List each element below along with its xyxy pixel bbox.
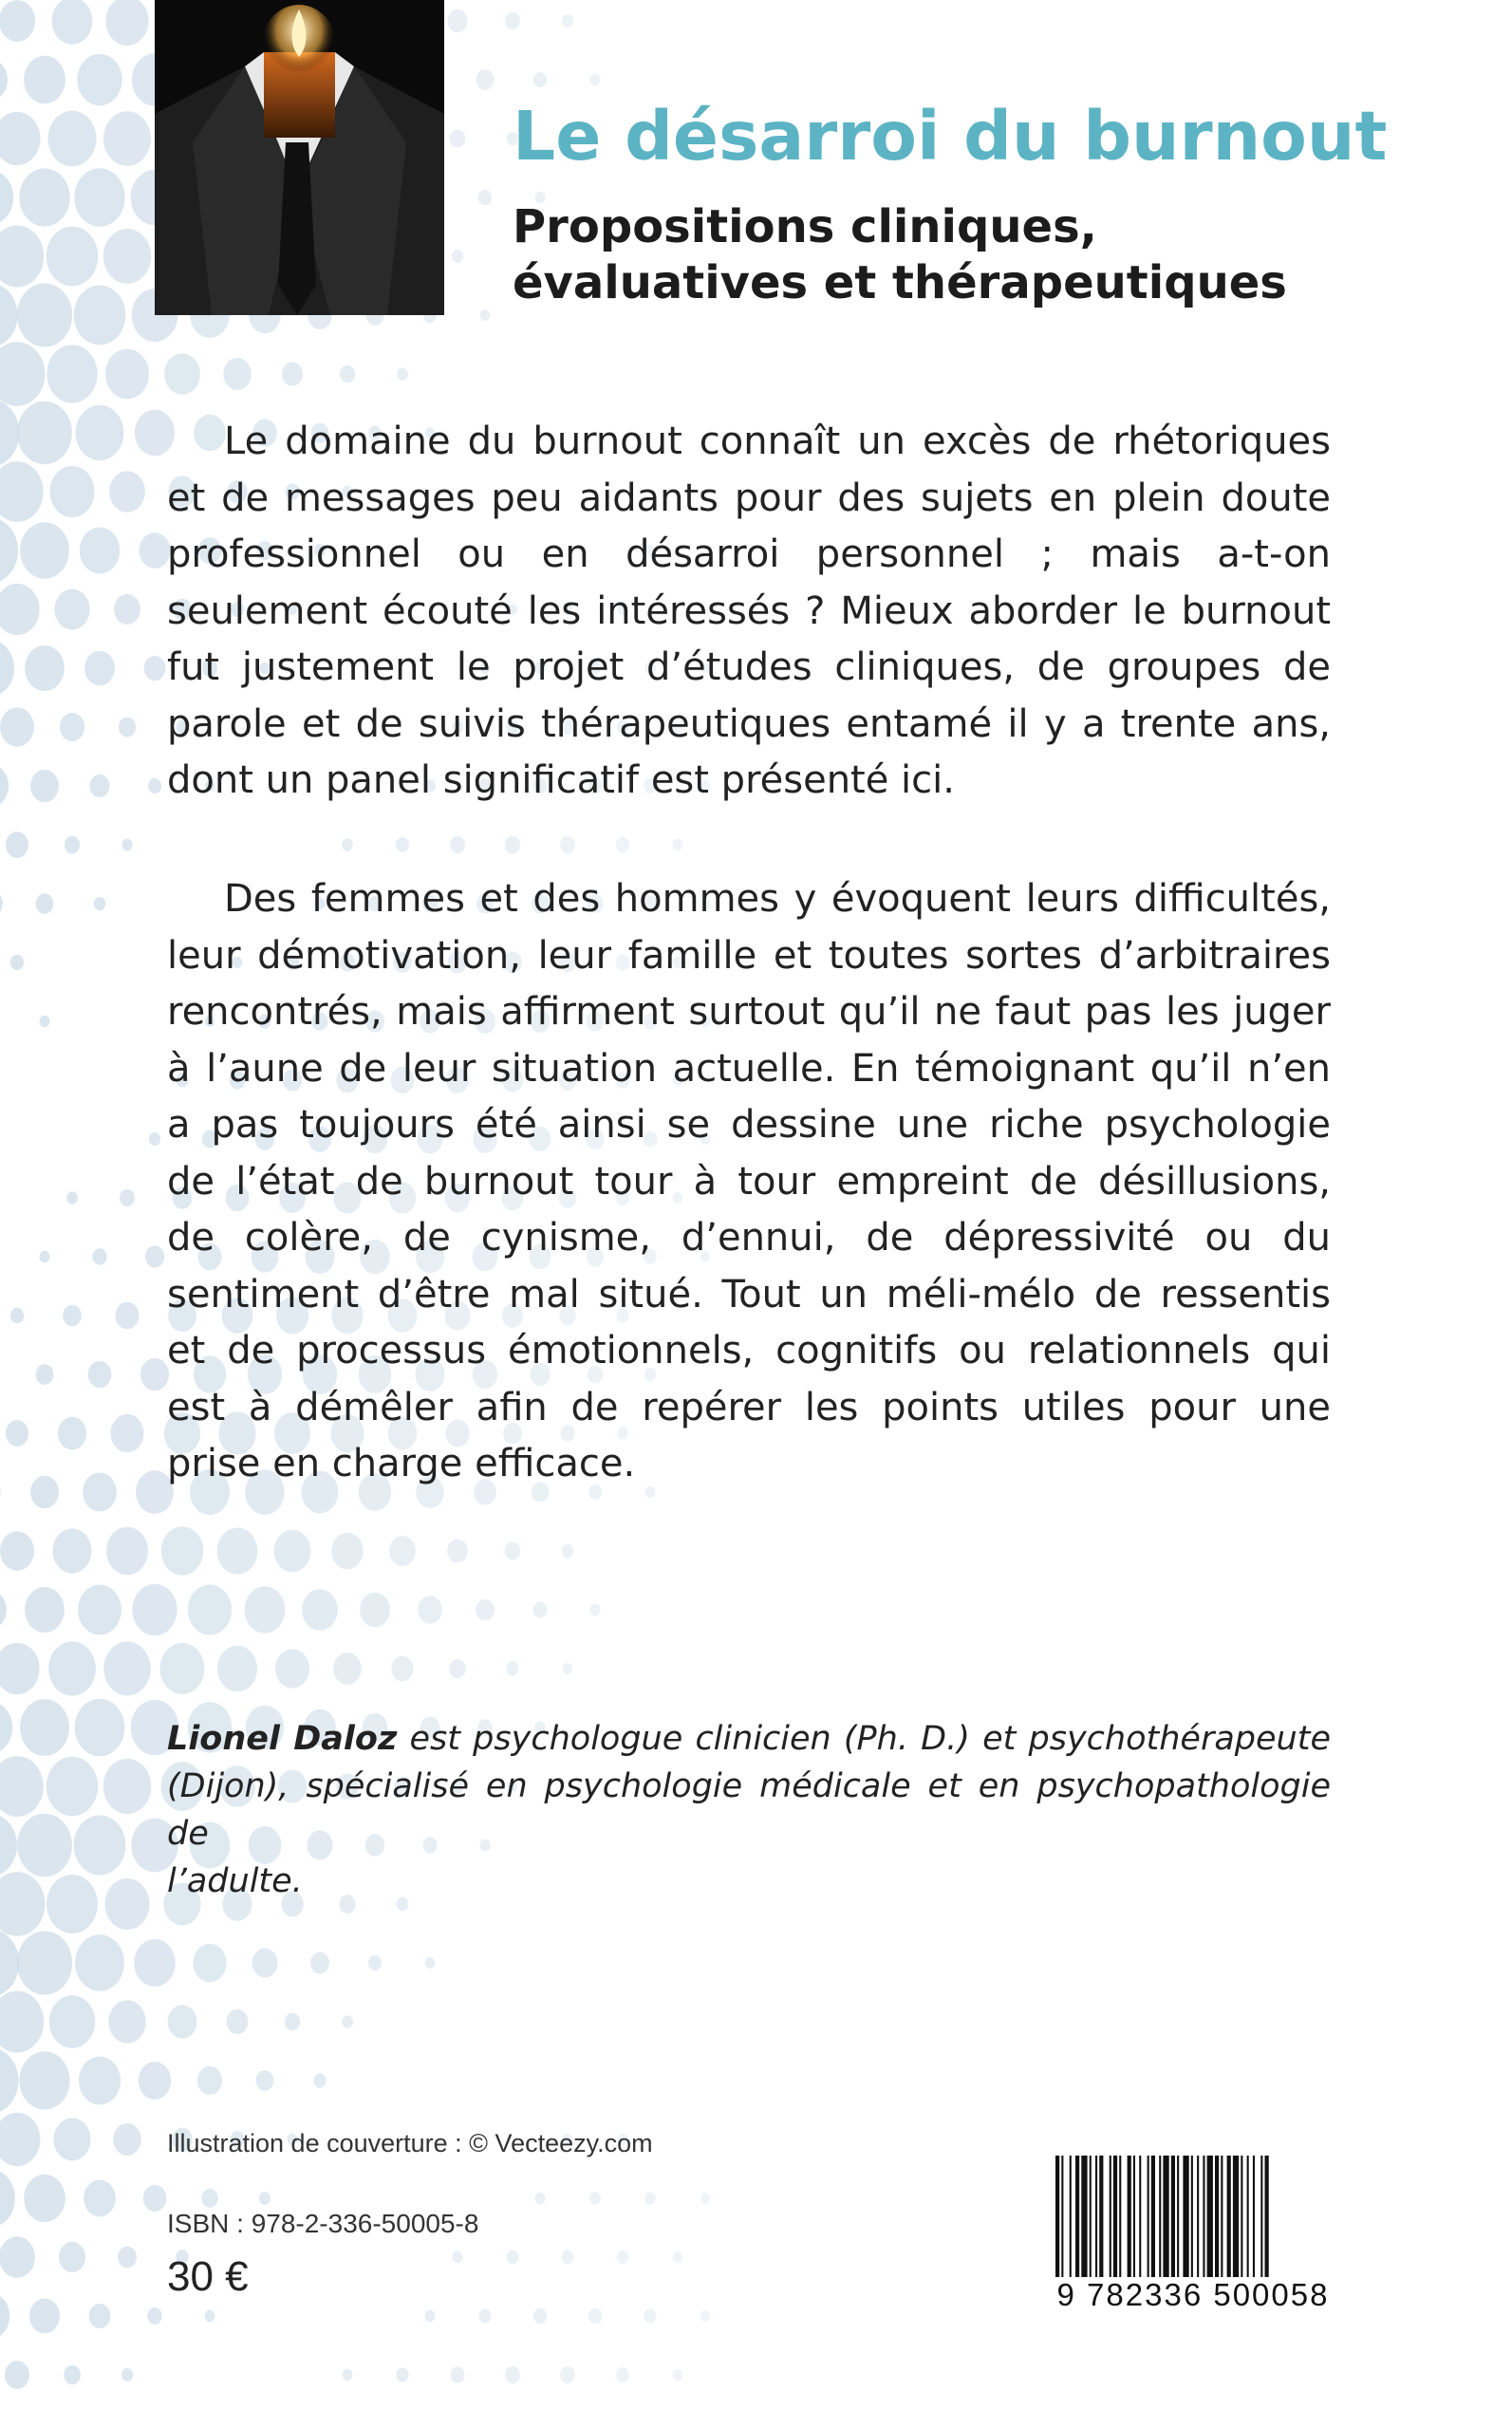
- isbn: ISBN : 978-2-336-50005-8: [167, 2209, 479, 2238]
- illustration-credit: Illustration de couverture : © Vecteezy.com: [167, 2129, 653, 2157]
- blurb-line: Le domaine du burnout connaît un excès de rhétoriques: [224, 420, 1331, 463]
- book-subtitle: [513, 199, 1462, 311]
- blurb-line: à l’aune de leur situation actuelle. En témoignant qu’il n’en: [167, 1046, 1331, 1091]
- blurb-paragraph-1: [167, 414, 1331, 810]
- blurb-line: de colère, de cynisme, d’ennui, de dépressivité ou du: [167, 1216, 1331, 1260]
- blurb-line: seulement écouté les intéressés ? Mieux aborder le burnout: [167, 588, 1331, 633]
- blurb-line: dont un panel significatif est présenté ici.: [167, 758, 955, 802]
- blurb-line: de l’état de burnout tour à tour empreint de désillusions,: [167, 1159, 1331, 1204]
- book-title: Le désarroi du burnout: [513, 97, 1388, 176]
- author-bio-text: est psychologue clinicien (Ph. D.) et psychothérapeute: [397, 1720, 1331, 1758]
- author-name: Lionel Daloz: [167, 1720, 398, 1758]
- blurb-line: leur démotivation, leur famille et toutes sortes d’arbitraires: [167, 933, 1331, 978]
- blurb-line: parole et de suivis thérapeutiques entamé il y a trente ans,: [167, 701, 1331, 746]
- blurb-line: et de messages peu aidants pour des sujets en plein doute: [167, 476, 1331, 520]
- blurb-line: est à démêler afin de repérer les points utiles pour une: [167, 1385, 1331, 1429]
- price: 30 €: [167, 2253, 249, 2300]
- author-bio-line: l’adulte.: [167, 1862, 303, 1900]
- subtitle-line: Propositions cliniques,: [513, 200, 1097, 253]
- cover-photo: [155, 0, 444, 315]
- suit-with-candle-icon: [155, 0, 444, 315]
- blurb-paragraph-2: [167, 871, 1331, 1493]
- blurb-line: a pas toujours été ainsi se dessine une riche psychologie: [167, 1103, 1331, 1147]
- blurb-line: rencontrés, mais affirment surtout qu’il ne faut pas les juger: [167, 990, 1331, 1034]
- author-bio-line: [167, 1715, 1331, 1763]
- author-bio-line: (Dijon), spécialisé en psychologie médicale et en psychopathologie de: [167, 1767, 1331, 1853]
- barcode-digits: 9 782336 500058: [1042, 2277, 1344, 2313]
- blurb-line: professionnel ou en désarroi personnel ; mais a-t-on: [167, 532, 1331, 576]
- blurb-line: et de processus émotionnels, cognitifs ou relationnels qui: [167, 1329, 1331, 1373]
- subtitle-line: évaluatives et thérapeutiques: [513, 256, 1287, 309]
- blurb-line: Des femmes et des hommes y évoquent leurs difficultés,: [224, 877, 1331, 921]
- blurb-line: sentiment d’être mal situé. Tout un méli-mélo de ressentis: [167, 1272, 1331, 1317]
- blurb-line: fut justement le projet d’études cliniques, de groupes de: [167, 645, 1331, 689]
- barcode: [1042, 2156, 1344, 2317]
- barcode-bars-icon: [1055, 2156, 1331, 2284]
- blurb-line: prise en charge efficace.: [167, 1442, 636, 1485]
- author-bio: [167, 1715, 1331, 1905]
